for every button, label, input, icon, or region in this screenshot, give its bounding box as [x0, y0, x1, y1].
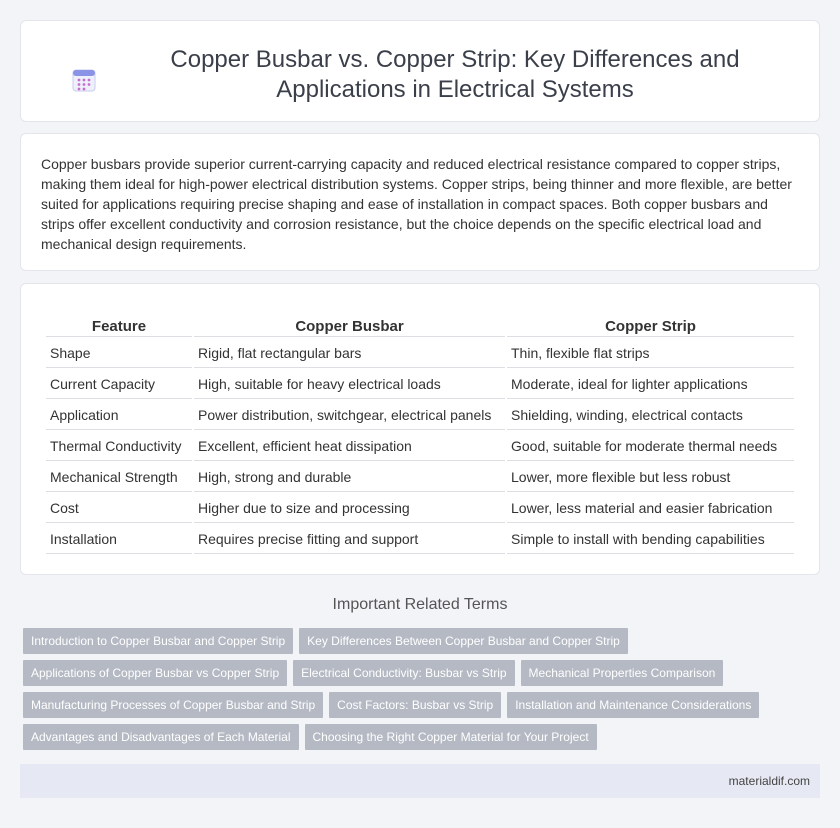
footer-site-link[interactable]: materialdif.com — [728, 774, 810, 788]
table-cell: Shape — [46, 338, 192, 368]
footer — [20, 764, 820, 798]
related-terms-heading: Important Related Terms — [332, 596, 508, 613]
table-cell: Cost — [46, 493, 192, 523]
title-card — [20, 20, 820, 122]
related-term-tag[interactable]: Cost Factors: Busbar vs Strip — [329, 692, 501, 718]
table-cell: Lower, more flexible but less robust — [507, 462, 794, 492]
related-term-tag[interactable]: Advantages and Disadvantages of Each Material — [23, 724, 299, 750]
related-term-tag[interactable]: Key Differences Between Copper Busbar and Copper Strip — [299, 628, 628, 654]
table-cell: Lower, less material and easier fabrication — [507, 493, 794, 523]
table-cell: Thermal Conductivity — [46, 431, 192, 461]
table-cell: Requires precise fitting and support — [194, 524, 505, 554]
table-cell: Shielding, winding, electrical contacts — [507, 400, 794, 430]
table-row — [46, 462, 794, 492]
table-header-row — [46, 315, 794, 337]
table-cell: High, strong and durable — [194, 462, 505, 492]
related-terms-list — [23, 628, 823, 756]
table-cell: Current Capacity — [46, 369, 192, 399]
table-cell: Good, suitable for moderate thermal needs — [507, 431, 794, 461]
table-row — [46, 524, 794, 554]
column-header-feature: Feature — [46, 315, 192, 337]
column-header-busbar: Copper Busbar — [194, 315, 505, 337]
table-row — [46, 369, 794, 399]
related-term-tag[interactable]: Choosing the Right Copper Material for Your Project — [305, 724, 597, 750]
table-row — [46, 338, 794, 368]
table-cell: Moderate, ideal for lighter applications — [507, 369, 794, 399]
table-cell: Rigid, flat rectangular bars — [194, 338, 505, 368]
table-cell: Application — [46, 400, 192, 430]
intro-card — [20, 133, 820, 271]
related-term-tag[interactable]: Introduction to Copper Busbar and Copper Strip — [23, 628, 293, 654]
table-cell: Higher due to size and processing — [194, 493, 505, 523]
table-row — [46, 431, 794, 461]
table-row — [46, 400, 794, 430]
related-term-tag[interactable]: Manufacturing Processes of Copper Busbar and Strip — [23, 692, 323, 718]
table-row — [46, 493, 794, 523]
table-cell: Simple to install with bending capabilities — [507, 524, 794, 554]
table-cell: Mechanical Strength — [46, 462, 192, 492]
table-cell: High, suitable for heavy electrical loads — [194, 369, 505, 399]
table-cell: Excellent, efficient heat dissipation — [194, 431, 505, 461]
related-term-tag[interactable]: Installation and Maintenance Considerations — [507, 692, 759, 718]
intro-paragraph: Copper busbars provide superior current-carrying capacity and reduced electrical resistance compared to copper strips, making them ideal for high-power electrical distribution systems. Copper strips, being thinner and more flexible, are better suited for applications requiring precise shaping and ease of installation in compact spaces. Both copper busbars and strips offer excellent conductivity and corrosion resistance, but the choice depends on the specific electrical load and mechanical design requirements. — [41, 156, 792, 252]
page-title: Copper Busbar vs. Copper Strip: Key Differences and Applications in Electrical Systems — [170, 46, 740, 103]
related-term-tag[interactable]: Mechanical Properties Comparison — [521, 660, 724, 686]
related-term-tag[interactable]: Applications of Copper Busbar vs Copper Strip — [23, 660, 287, 686]
table-cell: Installation — [46, 524, 192, 554]
table-cell: Power distribution, switchgear, electrical panels — [194, 400, 505, 430]
related-term-tag[interactable]: Electrical Conductivity: Busbar vs Strip — [293, 660, 514, 686]
comparison-table — [44, 314, 796, 555]
comparison-card — [20, 283, 820, 575]
calendar-grid-icon — [71, 67, 97, 93]
column-header-strip: Copper Strip — [507, 315, 794, 337]
table-cell: Thin, flexible flat strips — [507, 338, 794, 368]
